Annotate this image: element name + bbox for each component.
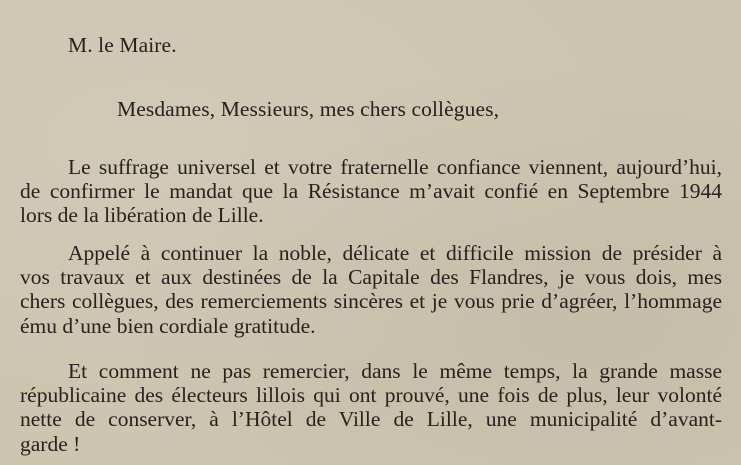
paragraph-line: Et comment ne pas remercier, dans le même temps, la grande masse — [68, 359, 722, 383]
paragraph-line: Appelé à continuer la noble, délicate et difficile mission de présider à — [68, 241, 722, 265]
paragraph-line: garde ! — [20, 431, 81, 456]
greeting: Mesdames, Messieurs, mes chers collègues, — [117, 97, 500, 121]
paragraph-line: nette de conserver, à l’Hôtel de Ville de Lille, une municipalité d’avant- — [20, 407, 722, 432]
paragraph-3 — [20, 359, 722, 456]
paragraph-2 — [20, 241, 722, 338]
paragraph-line: chers collègues, des remerciements sincères et je vous prie d’agréer, l’hommage — [20, 289, 722, 314]
paragraph-line: républicaine des électeurs lillois qui ont prouvé, une fois de plus, leur volonté — [20, 383, 722, 408]
paragraph-line: Le suffrage universel et votre fraternelle confiance viennent, aujourd’hui, — [68, 155, 722, 179]
paragraph-line: ému d’une bien cordiale gratitude. — [20, 313, 316, 338]
paragraph-line: vos travaux et aux destinées de la Capitale des Flandres, je vous dois, mes — [20, 265, 722, 290]
paragraph-1 — [20, 155, 722, 228]
salutation: M. le Maire. — [68, 33, 177, 57]
paragraph-line: lors de la libération de Lille. — [20, 203, 264, 228]
paragraph-line: de confirmer le mandat que la Résistance m’avait confié en Septembre 1944 — [20, 179, 722, 204]
